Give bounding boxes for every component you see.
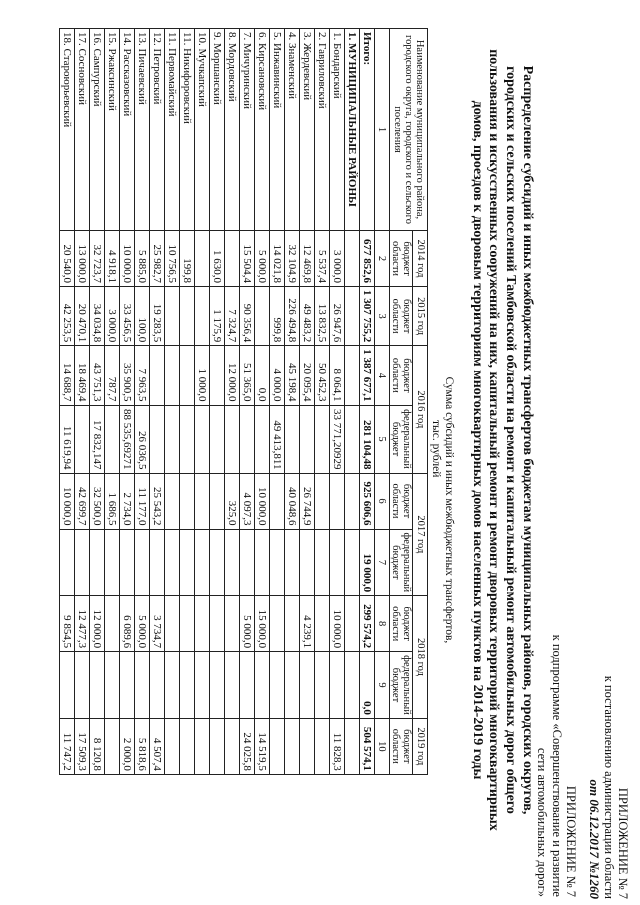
column-number: 3: [374, 287, 389, 346]
amount-cell: 1 630,0: [209, 231, 224, 287]
amount-cell: 999,8: [269, 287, 284, 346]
municipality-name: 13. Пичаевский: [134, 29, 149, 231]
budget-subheader: бюджет области: [389, 287, 412, 346]
amount-cell: 5 000,0: [134, 596, 149, 652]
amount-cell: 12 000,0: [89, 596, 104, 652]
amount-cell: [119, 529, 134, 596]
table-row: [59, 29, 74, 775]
amount-cell: 19 283,5: [149, 287, 164, 346]
municipality-name: 15. Ржаксинский: [104, 29, 119, 231]
amount-cell: 100,0: [134, 287, 149, 346]
amount-cell: [134, 529, 149, 596]
subprogram-name: сети автомобильных дорог»: [535, 747, 550, 897]
amount-cell: 281 104,48: [359, 405, 374, 473]
table-row: [104, 29, 119, 775]
table-row: [299, 29, 314, 775]
amount-cell: 15 504,4: [239, 231, 254, 287]
amount-cell: 14 519,5: [254, 718, 269, 774]
amount-cell: 49 413,811: [269, 405, 284, 473]
amount-cell: 35 900,5: [119, 346, 134, 405]
appendix-7-subprogram-header: [535, 567, 578, 897]
amount-cell: 226 494,8: [284, 287, 299, 346]
amount-cell: [209, 529, 224, 596]
year-header: 2016 год: [413, 346, 428, 473]
amount-cell: 32 104,9: [284, 231, 299, 287]
appendix-number: ПРИЛОЖЕНИЕ № 7: [616, 787, 630, 899]
amount-cell: [134, 652, 149, 719]
table-row: [179, 29, 194, 775]
table-row: [224, 29, 239, 775]
amount-cell: 1 000,0: [194, 346, 209, 405]
column-number: 7: [374, 529, 389, 596]
amount-cell: 1 307 755,2: [359, 287, 374, 346]
amount-cell: [59, 529, 74, 596]
amount-cell: 14 688,7: [59, 346, 74, 405]
amount-cell: [164, 652, 179, 719]
amount-cell: 20 470,1: [74, 287, 89, 346]
amount-cell: [344, 473, 359, 529]
column-number-row: [374, 29, 389, 775]
table-row: [314, 29, 329, 775]
amount-cell: [344, 652, 359, 719]
amount-cell: [254, 287, 269, 346]
amount-cell: 43 751,3: [89, 346, 104, 405]
amount-cell: [194, 718, 209, 774]
amount-cell: [104, 718, 119, 774]
municipality-name: 6. Кирсановский: [254, 29, 269, 231]
handwritten-date-number: от 06.12.2017 №1260: [587, 779, 603, 899]
total-row: [359, 29, 374, 775]
amount-cell: 10 000,0: [119, 231, 134, 287]
budget-subheader: федеральный бюджет: [389, 529, 412, 596]
amount-cell: 5 000,0: [254, 231, 269, 287]
subprogram-reference: к подпрограмме «Совершенствование и развитие: [549, 634, 564, 897]
municipality-name: 17. Сосновский: [74, 29, 89, 231]
amount-cell: 15 000,0: [254, 596, 269, 652]
municipality-name: 16. Сампурский: [89, 29, 104, 231]
amount-cell: [224, 405, 239, 473]
municipality-name: 4. Знаменский: [284, 29, 299, 231]
amount-cell: [314, 473, 329, 529]
amount-cell: 0,0: [254, 346, 269, 405]
amount-cell: 12 477,3: [74, 596, 89, 652]
amount-cell: [149, 346, 164, 405]
amount-cell: [59, 652, 74, 719]
amount-cell: [224, 718, 239, 774]
amount-cell: [344, 231, 359, 287]
table-row: [209, 29, 224, 775]
amount-cell: 10 756,5: [164, 231, 179, 287]
amount-cell: 7 324,7: [224, 287, 239, 346]
amount-cell: 1 686,5: [104, 473, 119, 529]
amount-cell: 677 852,6: [359, 231, 374, 287]
year-header: 2014 год: [413, 231, 428, 287]
amount-cell: [104, 405, 119, 473]
amount-cell: [119, 652, 134, 719]
amount-cell: 4 097,3: [239, 473, 254, 529]
amount-cell: [314, 529, 329, 596]
amount-cell: [314, 405, 329, 473]
amount-cell: [269, 596, 284, 652]
amount-cell: [284, 596, 299, 652]
amount-cell: 14 021,8: [269, 231, 284, 287]
amount-cell: [164, 473, 179, 529]
amount-cell: 11 828,3: [329, 718, 344, 774]
amount-cell: [299, 405, 314, 473]
column-number: 4: [374, 346, 389, 405]
amount-cell: [344, 718, 359, 774]
municipality-name: Итого:: [359, 29, 374, 231]
amount-cell: [254, 405, 269, 473]
year-header: 2015 год: [413, 287, 428, 346]
amount-cell: 4 239,1: [299, 596, 314, 652]
amount-cell: 33 456,5: [119, 287, 134, 346]
amount-cell: [239, 652, 254, 719]
subprogram-appendix-number: ПРИЛОЖЕНИЕ № 7: [564, 785, 578, 897]
amount-cell: 8 120,8: [89, 718, 104, 774]
amount-cell: [344, 287, 359, 346]
amount-cell: 32 723,7: [89, 231, 104, 287]
amount-cell: [74, 405, 89, 473]
amount-cell: 42 253,5: [59, 287, 74, 346]
amount-cell: 13 000,0: [74, 231, 89, 287]
amount-cell: [194, 529, 209, 596]
amount-cell: [314, 718, 329, 774]
amount-cell: 24 025,8: [239, 718, 254, 774]
table-row: [149, 29, 164, 775]
amount-cell: [269, 718, 284, 774]
amount-cell: 11 619,94: [59, 405, 74, 473]
amount-cell: 13 832,5: [314, 287, 329, 346]
amount-cell: [344, 405, 359, 473]
amount-cell: 5 537,4: [314, 231, 329, 287]
budget-subheader: бюджет области: [389, 473, 412, 529]
amount-cell: [284, 652, 299, 719]
table-row: [329, 29, 344, 775]
year-header: 2017 год: [413, 473, 428, 596]
amount-cell: [164, 405, 179, 473]
column-number: 2: [374, 231, 389, 287]
amount-cell: 199,8: [179, 231, 194, 287]
municipality-name: 11. Никифоровский: [179, 29, 194, 231]
sum-header: Сумма субсидий и иных межбюджетных трансфертов,: [443, 376, 455, 644]
document-title: Распределение субсидий и иных межбюджетных трансфертов бюджетам муниципальных районов, городских округов, городских и сельских поселений Тамбовской области на ремонт и капитальный ремонт автомобильных дорог общего пользования и искусственных сооружений на них, капитальный ремонт и ремонт дворовых территорий многоквартирных домов, проездов к дворовым территориям многоквартирных домов населенных пунктов на 2014-2019 годы: [469, 49, 535, 831]
budget-subheader: бюджет области: [389, 346, 412, 405]
amount-cell: [239, 529, 254, 596]
amount-cell: [164, 529, 179, 596]
amount-cell: 51 365,0: [239, 346, 254, 405]
budget-subheader: федеральный бюджет: [389, 405, 412, 473]
amount-cell: 1 387 677,1: [359, 346, 374, 405]
amount-cell: 8 064,1: [329, 346, 344, 405]
municipality-name: 14. Рассказовский: [119, 29, 134, 231]
amount-cell: [209, 473, 224, 529]
column-number: 1: [374, 29, 389, 231]
amount-cell: 10 000,0: [254, 473, 269, 529]
amount-cell: 26 036,5: [134, 405, 149, 473]
municipality-name: 18. Староюрьевский: [59, 29, 74, 231]
amount-cell: [329, 652, 344, 719]
amount-cell: [299, 529, 314, 596]
amount-cell: 1 175,9: [209, 287, 224, 346]
amount-cell: [299, 718, 314, 774]
appendix-reference: к постановлению администрации области: [601, 675, 616, 899]
amount-cell: 10 000,0: [59, 473, 74, 529]
amount-cell: 10 000,0: [329, 596, 344, 652]
amount-cell: [179, 346, 194, 405]
amount-cell: 25 982,7: [149, 231, 164, 287]
amount-cell: [104, 596, 119, 652]
amount-cell: [269, 652, 284, 719]
table-row: [89, 29, 104, 775]
amount-cell: [209, 596, 224, 652]
amount-cell: [164, 596, 179, 652]
table-row: [284, 29, 299, 775]
amount-cell: [194, 652, 209, 719]
amount-cell: [164, 287, 179, 346]
amount-cell: [89, 529, 104, 596]
amount-cell: [179, 473, 194, 529]
amount-cell: 17 832,147: [89, 405, 104, 473]
amount-cell: 42 699,7: [74, 473, 89, 529]
amount-cell: 49 483,2: [299, 287, 314, 346]
column-number: 10: [374, 718, 389, 774]
amount-cell: [194, 473, 209, 529]
amount-cell: [269, 529, 284, 596]
amount-cell: 4 918,1: [104, 231, 119, 287]
municipality-name: 10. Мучкапский: [194, 29, 209, 231]
column-number: 5: [374, 405, 389, 473]
amount-cell: [104, 652, 119, 719]
amount-cell: 33 771,20929: [329, 405, 344, 473]
amount-cell: [104, 529, 119, 596]
column-number: 8: [374, 596, 389, 652]
table-row: [119, 29, 134, 775]
municipality-name: 1. МУНИЦИПАЛЬНЫЕ РАЙОНЫ: [344, 29, 359, 231]
amount-cell: [194, 596, 209, 652]
units-label: тыс. рублей: [430, 420, 442, 478]
table-row: [254, 29, 269, 775]
amount-cell: 4 507,4: [149, 718, 164, 774]
budget-subheader: бюджет области: [389, 231, 412, 287]
amount-cell: 6 089,6: [119, 596, 134, 652]
amount-cell: 50 452,3: [314, 346, 329, 405]
amount-cell: [269, 473, 284, 529]
budget-subheader: бюджет области: [389, 596, 412, 652]
municipality-name: 9. Моршанский: [209, 29, 224, 231]
amount-cell: [149, 405, 164, 473]
amount-cell: 11 177,0: [134, 473, 149, 529]
table-row: [194, 29, 209, 775]
table-row: [164, 29, 179, 775]
municipality-name: 2. Гавриловский: [314, 29, 329, 231]
amount-cell: [299, 652, 314, 719]
amount-cell: 925 606,6: [359, 473, 374, 529]
table-body: [59, 29, 374, 775]
amount-cell: [344, 346, 359, 405]
municipality-name: 11. Первомайский: [164, 29, 179, 231]
table-row: [74, 29, 89, 775]
amount-cell: 11 747,2: [59, 718, 74, 774]
subsidy-table: [59, 28, 428, 775]
municipality-name: 12. Петровский: [149, 29, 164, 231]
municipality-name: 1. Бондарский: [329, 29, 344, 231]
amount-cell: 299 574,2: [359, 596, 374, 652]
amount-cell: 40 048,6: [284, 473, 299, 529]
table-row: [269, 29, 284, 775]
table-row: [134, 29, 149, 775]
amount-cell: 26 947,6: [329, 287, 344, 346]
municipality-name: 8. Мордовский: [224, 29, 239, 231]
amount-cell: 26 744,9: [299, 473, 314, 529]
amount-cell: [314, 652, 329, 719]
municipality-name: 5. Инжавинский: [269, 29, 284, 231]
amount-cell: [89, 652, 104, 719]
amount-cell: [284, 529, 299, 596]
amount-cell: [209, 718, 224, 774]
amount-cell: [164, 346, 179, 405]
amount-cell: [284, 405, 299, 473]
amount-cell: 88 535,69271: [119, 405, 134, 473]
section-row: [344, 29, 359, 775]
amount-cell: [329, 529, 344, 596]
amount-cell: 5 000,0: [239, 596, 254, 652]
amount-cell: 3 000,0: [329, 231, 344, 287]
column-number: 9: [374, 652, 389, 719]
amount-cell: [164, 718, 179, 774]
amount-cell: 90 356,4: [239, 287, 254, 346]
amount-cell: [74, 652, 89, 719]
appendix-7-decree-header: [586, 569, 630, 899]
amount-cell: 2 734,0: [119, 473, 134, 529]
table-header: [374, 29, 427, 775]
column-header-name: Наименование муниципального района, городского округа, городского и сельского поселения: [389, 29, 427, 231]
amount-cell: [224, 231, 239, 287]
amount-cell: [149, 529, 164, 596]
amount-cell: 17 509,3: [74, 718, 89, 774]
amount-cell: [179, 718, 194, 774]
amount-cell: [254, 529, 269, 596]
amount-cell: 3 000,0: [104, 287, 119, 346]
budget-subheader: бюджет области: [389, 718, 412, 774]
amount-cell: 20 540,0: [59, 231, 74, 287]
amount-cell: [239, 405, 254, 473]
amount-cell: [74, 529, 89, 596]
amount-cell: [254, 652, 269, 719]
amount-cell: 7 963,5: [134, 346, 149, 405]
amount-cell: 12 469,8: [299, 231, 314, 287]
amount-cell: 12 000,0: [224, 346, 239, 405]
amount-cell: [179, 287, 194, 346]
amount-cell: [224, 652, 239, 719]
amount-cell: [314, 596, 329, 652]
amount-cell: [284, 718, 299, 774]
amount-cell: [179, 529, 194, 596]
table-row: [239, 29, 254, 775]
amount-cell: 18 469,4: [74, 346, 89, 405]
amount-cell: [149, 652, 164, 719]
amount-cell: 9 854,5: [59, 596, 74, 652]
amount-cell: 34 034,8: [89, 287, 104, 346]
amount-cell: 787,7: [104, 346, 119, 405]
amount-cell: [329, 473, 344, 529]
amount-cell: 20 095,4: [299, 346, 314, 405]
year-header: 2019 год: [413, 718, 428, 774]
amount-cell: 4 000,0: [269, 346, 284, 405]
amount-cell: [344, 529, 359, 596]
amount-cell: [179, 652, 194, 719]
amount-cell: [194, 287, 209, 346]
amount-cell: [179, 405, 194, 473]
amount-cell: [179, 596, 194, 652]
amount-cell: 45 198,4: [284, 346, 299, 405]
amount-cell: 5 885,0: [134, 231, 149, 287]
amount-cell: 504 574,1: [359, 718, 374, 774]
amount-cell: 5 818,6: [134, 718, 149, 774]
amount-cell: [194, 405, 209, 473]
amount-cell: [224, 529, 239, 596]
amount-cell: [344, 596, 359, 652]
budget-subheader: федеральный бюджет: [389, 652, 412, 719]
amount-cell: [209, 405, 224, 473]
amount-cell: [209, 346, 224, 405]
municipality-name: 7. Мичуринский: [239, 29, 254, 231]
year-header: 2018 год: [413, 596, 428, 719]
amount-cell: [194, 231, 209, 287]
municipality-name: 3. Жердевский: [299, 29, 314, 231]
amount-cell: 25 543,2: [149, 473, 164, 529]
amount-cell: 3 734,7: [149, 596, 164, 652]
amount-cell: 2 000,0: [119, 718, 134, 774]
column-number: 6: [374, 473, 389, 529]
amount-cell: 32 500,0: [89, 473, 104, 529]
amount-cell: 325,0: [224, 473, 239, 529]
amount-cell: 19 000,0: [359, 529, 374, 596]
amount-cell: [224, 596, 239, 652]
amount-cell: [209, 652, 224, 719]
amount-cell: 0,0: [359, 652, 374, 719]
